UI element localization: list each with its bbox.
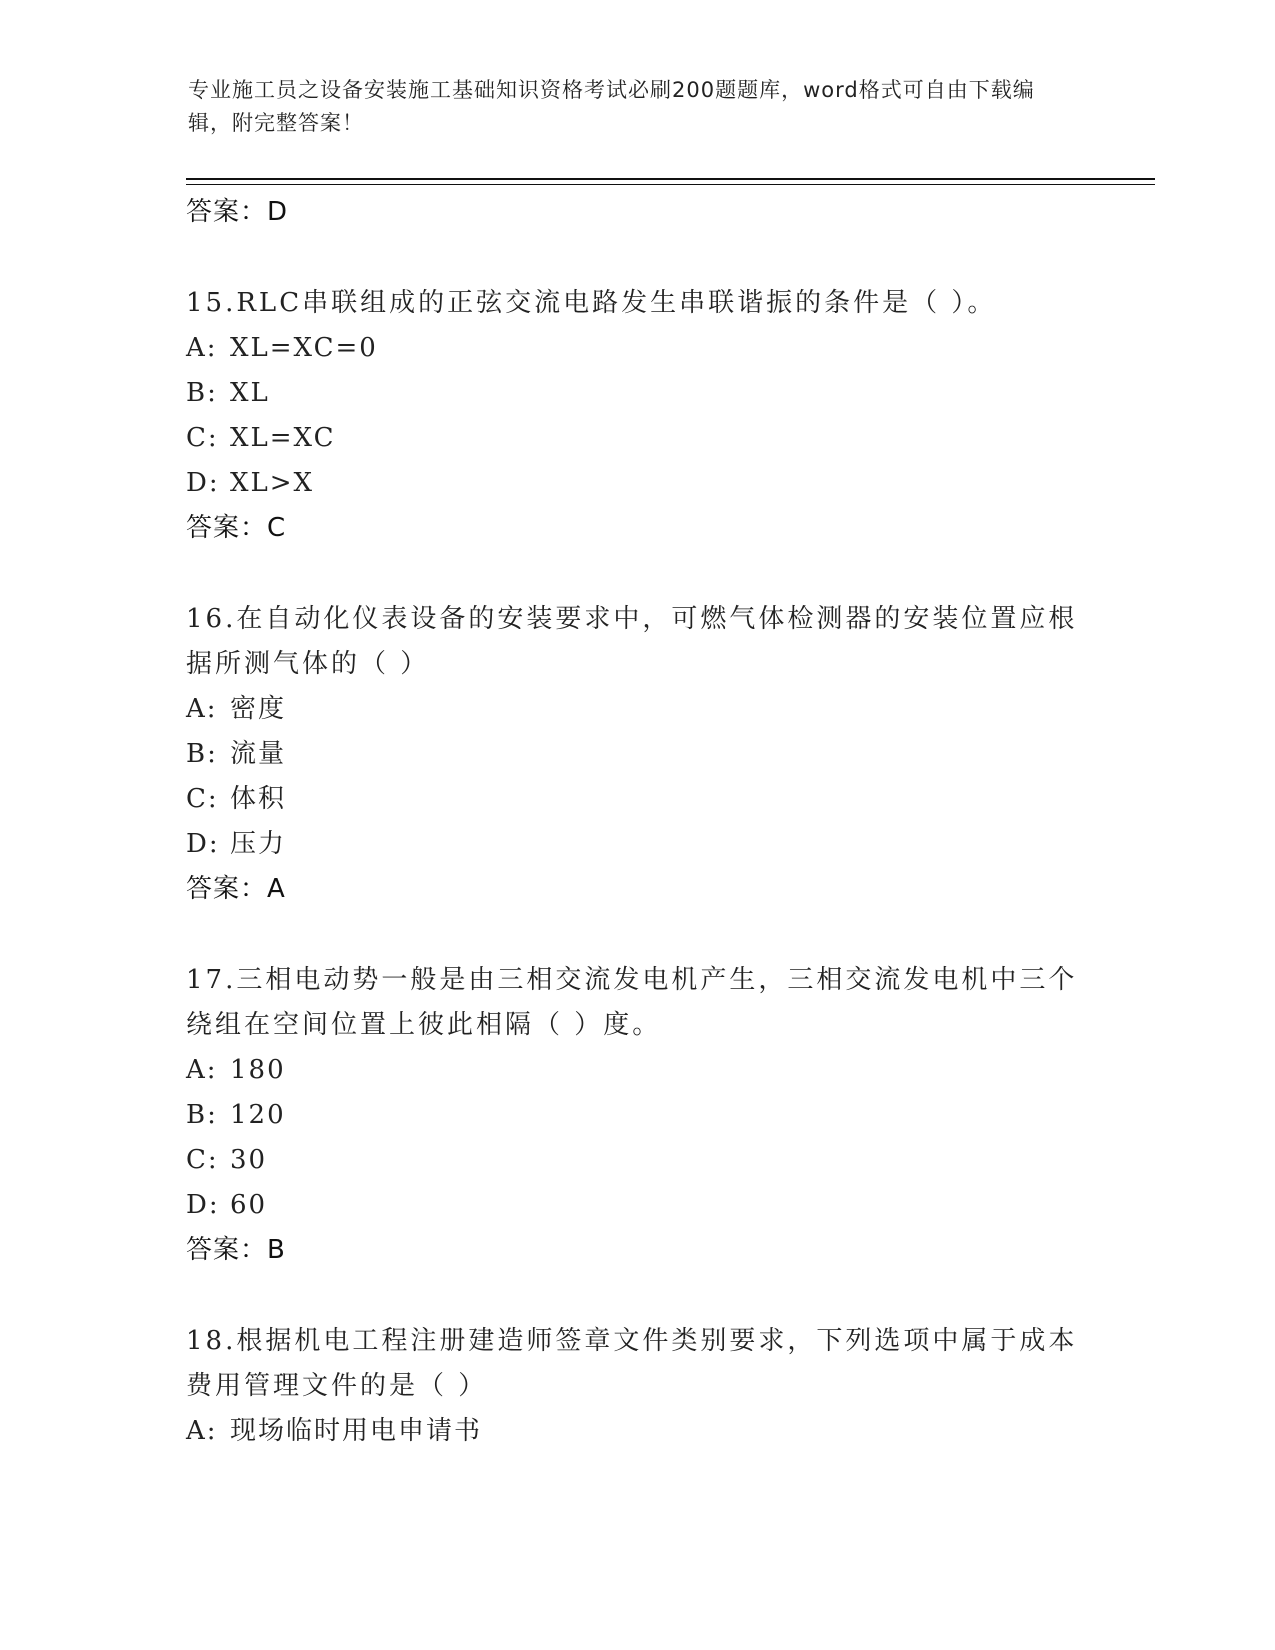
option-item <box>186 371 1086 416</box>
option-letter: A: <box>186 694 218 724</box>
option-item <box>186 1138 1086 1183</box>
option-text: 流量 <box>230 739 287 769</box>
option-item <box>186 1048 1086 1093</box>
option-letter: C: <box>186 423 219 453</box>
option-text: 压力 <box>230 829 287 859</box>
answer-line: 答案：C <box>186 513 287 543</box>
option-letter: B: <box>186 1100 218 1130</box>
header-divider-thick <box>186 178 1155 180</box>
option-item <box>186 687 1086 732</box>
option-item <box>186 822 1086 867</box>
option-letter: A: <box>186 333 218 363</box>
option-item <box>186 326 1086 371</box>
option-letter: A: <box>186 1416 218 1446</box>
option-text: XL>X <box>230 468 315 498</box>
option-item <box>186 777 1086 822</box>
option-text: 密度 <box>230 694 287 724</box>
question-stem: 17.三相电动势一般是由三相交流发电机产生，三相交流发电机中三个绕组在空间位置上彼此相隔（ ）度。 <box>186 965 1078 1040</box>
option-text: XL=XC <box>230 423 336 453</box>
option-text: 60 <box>230 1190 268 1220</box>
answer-line: 答案：B <box>186 1235 286 1265</box>
option-text: 体积 <box>230 784 287 814</box>
option-letter: B: <box>186 739 218 769</box>
header-divider-thin <box>186 184 1155 185</box>
option-text: 180 <box>230 1055 286 1085</box>
option-letter: A: <box>186 1055 218 1085</box>
question-content <box>186 190 1086 1454</box>
option-letter: D: <box>186 468 220 498</box>
option-item <box>186 1183 1086 1228</box>
option-item <box>186 461 1086 506</box>
option-letter: C: <box>186 1145 219 1175</box>
option-text: XL=XC=0 <box>230 333 378 363</box>
option-item <box>186 1093 1086 1138</box>
option-item <box>186 732 1086 777</box>
document-header: 专业施工员之设备安装施工基础知识资格考试必刷200题题库，word格式可自由下载编辑，附完整答案！ <box>188 78 1035 135</box>
question-stem: 15.RLC串联组成的正弦交流电路发生串联谐振的条件是（ ）。 <box>186 288 997 318</box>
answer-line: 答案：D <box>186 197 289 227</box>
option-text: XL <box>230 378 270 408</box>
option-letter: D: <box>186 829 220 859</box>
question-stem: 18.根据机电工程注册建造师签章文件类别要求，下列选项中属于成本费用管理文件的是（ ） <box>186 1326 1078 1401</box>
option-letter: B: <box>186 378 218 408</box>
option-text: 30 <box>230 1145 268 1175</box>
option-item <box>186 416 1086 461</box>
option-text: 120 <box>230 1100 286 1130</box>
option-letter: D: <box>186 1190 220 1220</box>
question-stem: 16.在自动化仪表设备的安装要求中，可燃气体检测器的安装位置应根据所测气体的（ ） <box>186 604 1078 679</box>
answer-line: 答案：A <box>186 874 286 904</box>
option-letter: C: <box>186 784 219 814</box>
option-item <box>186 1409 1086 1454</box>
option-text: 现场临时用电申请书 <box>230 1416 483 1446</box>
